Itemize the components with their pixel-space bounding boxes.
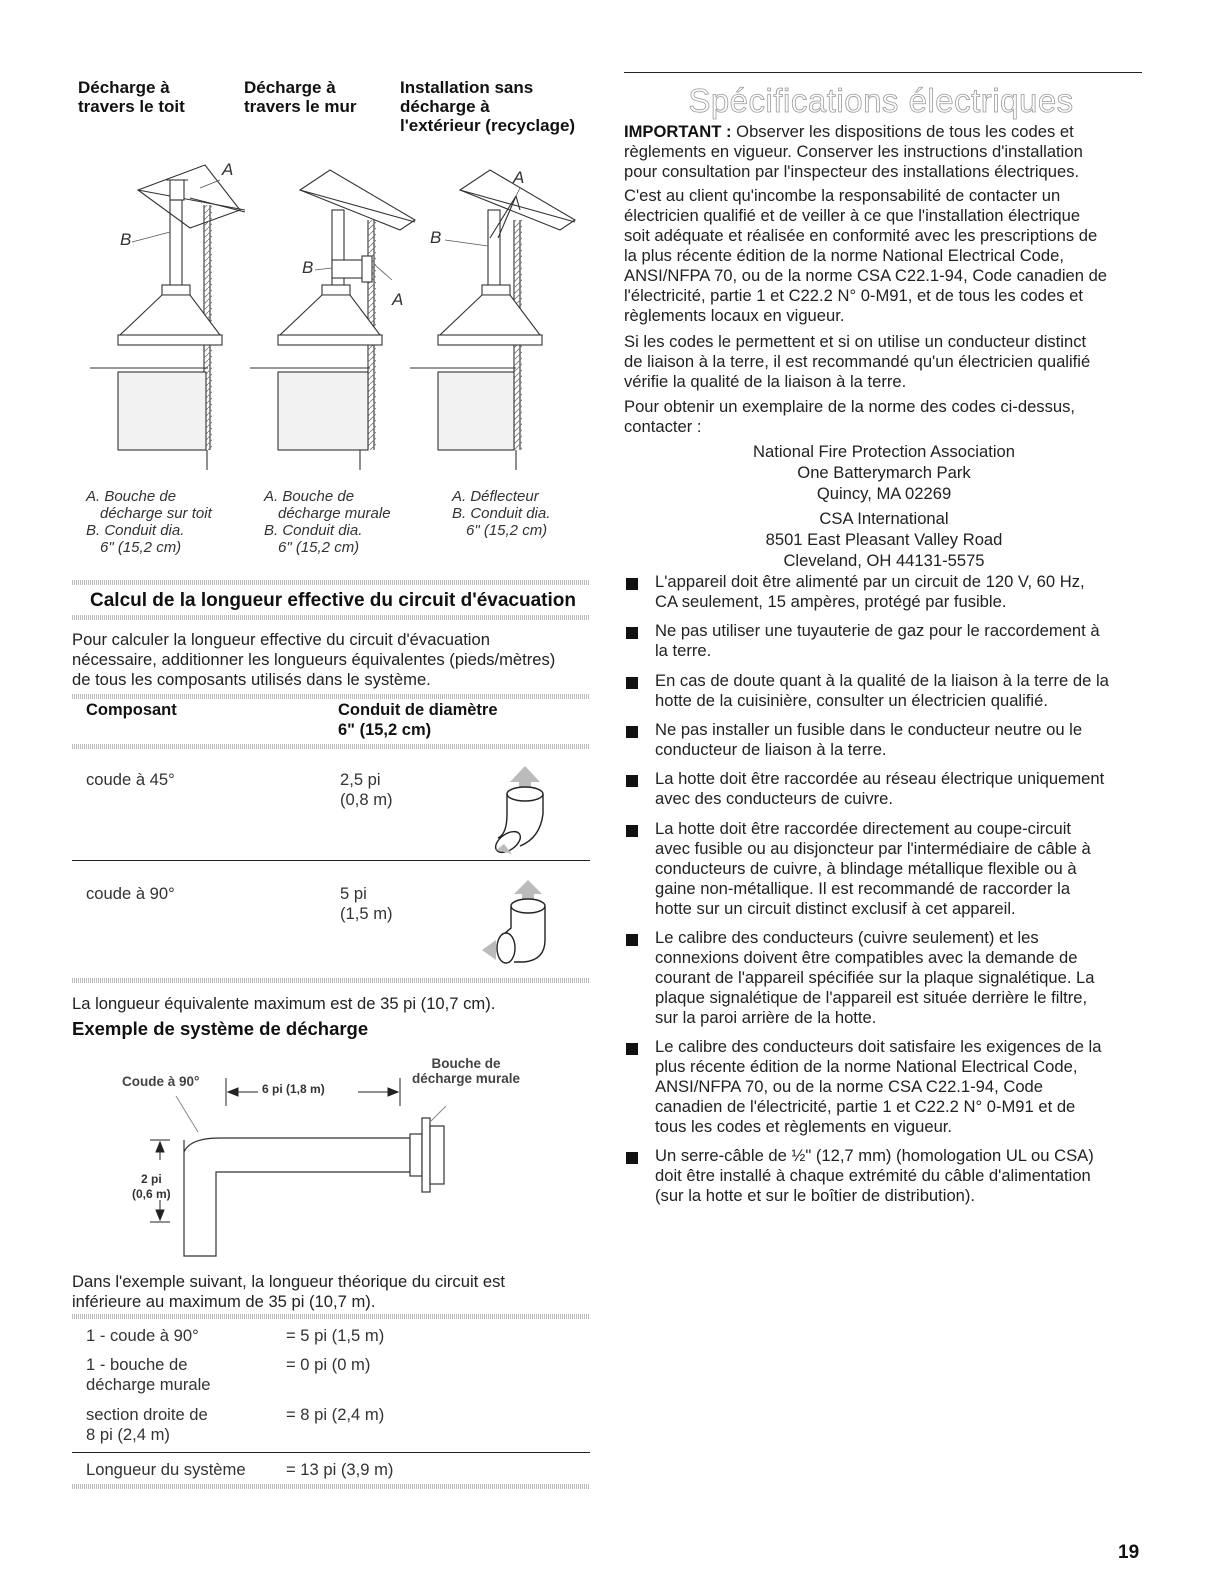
example-item-elbow: 1 - coude à 90°: [86, 1326, 199, 1345]
elbow-90-icon: [478, 878, 560, 970]
spec-top-rule: [624, 72, 1142, 73]
bullet-item: Un serre-câble de ½" (12,7 mm) (homologation UL ou CSA) doit être installé à chaque extrémité du câble d'alimentation (sur la hotte et sur le boîtier de distribution).: [655, 1146, 1094, 1205]
bullet-icon: [626, 775, 638, 787]
bullet-icon: [626, 627, 638, 639]
elbow-45-icon: [490, 764, 560, 856]
bullet-icon: [626, 825, 638, 837]
hood-installation-diagrams: [70, 150, 610, 480]
bullet-item: Ne pas utiliser une tuyauterie de gaz pour le raccordement à la terre.: [655, 621, 1100, 660]
bullet-item: En cas de doute quant à la qualité de la liaison à la terre de la hotte de la cuisinière, consulter un électricien qualifié.: [655, 671, 1109, 710]
example-item-straight: section droite de 8 pi (2,4 m): [86, 1405, 208, 1444]
bullet-icon: [626, 934, 638, 946]
col-header-component: Composant: [86, 701, 177, 719]
table-header-rule: [72, 744, 590, 749]
section-divider: [72, 580, 590, 585]
bullet-item: La hotte doit être raccordée au réseau électrique uniquement avec des conducteurs de cuivre.: [655, 769, 1105, 808]
contact-paragraph: Pour obtenir un exemplaire de la norme des codes ci-dessus, contacter :: [624, 397, 1076, 436]
recirc-caption: A. Déflecteur B. Conduit dia. 6" (15,2 cm): [452, 488, 551, 539]
bullet-item: Le calibre des conducteurs doit satisfaire les exigences de la plus récente édition de la norme National Electrical Code, ANSI/NFPA 70, ou de la norme CSA C22.1-94, Code canadien de l'électricité, partie 1 et C22.2 N° 0-M91 et de tous les codes et règlements en vigueur.: [655, 1037, 1102, 1136]
example-item-cap: 1 - bouche de décharge murale: [86, 1355, 211, 1394]
example-total-rule: [72, 1452, 590, 1453]
example-title: Exemple de système de décharge: [72, 1018, 369, 1039]
col-header-diameter: Conduit de diamètre 6" (15,2 cm): [338, 701, 498, 739]
row-45-component: coude à 45°: [86, 770, 175, 789]
bullet-icon: [626, 1043, 638, 1055]
calc-section-title: Calcul de la longueur effective du circuit d'évacuation: [90, 590, 576, 611]
roof-label-b: B: [120, 230, 132, 249]
important-paragraph: IMPORTANT : Observer les dispositions de tous les codes et règlements en vigueur. Conserver les instructions d'installation pour consultation par l'inspecteur des installations électriques.: [624, 122, 1083, 181]
table-top-rule: [72, 694, 590, 699]
calc-intro: Pour calculer la longueur effective du circuit d'évacuation nécessaire, additionner les longueurs équivalentes (pieds/mètres) de tous les composants utilisés dans le système.: [72, 630, 556, 689]
row-90-component: coude à 90°: [86, 884, 175, 903]
responsibility-paragraph: C'est au client qu'incombe la responsabilité de contacter un électricien qualifié et de veiller à ce que l'installation électrique soit adéquate et réalisée en conformité avec les prescriptions de la plus récente édition de la norme National Electrical Code, ANSI/NFPA 70, ou de la norme CSA C22.1-94, Code canadien de l'électricité, partie 1 et C22.2 N° 0-M91, et de tous les codes et règlements locaux en vigueur.: [624, 186, 1108, 325]
example-total-value: = 13 pi (3,9 m): [286, 1460, 394, 1479]
diagram-heading-recirc: Installation sans décharge à l'extérieur (recyclage): [400, 78, 576, 135]
example-value-straight: = 8 pi (2,4 m): [286, 1405, 385, 1424]
diagram-heading-roof: Décharge à travers le toit: [78, 78, 185, 116]
example-label-vertical: 2 pi (0,6 m): [132, 1172, 171, 1201]
recirc-label-a: A: [513, 168, 525, 187]
spec-title: Spécifications électriques: [688, 82, 1074, 119]
bullet-item: Le calibre des conducteurs (cuivre seulement) et les connexions doivent être compatibles avec la demande de courant de l'appareil spécifiée sur la plaque signalétique. La plaque signalétique de l'appareil est située derrière le filtre, sur la paroi arrière de la hotte.: [655, 928, 1095, 1027]
contact-addresses: National Fire Protection Association One Batterymarch Park Quincy, MA 02269 CSA International 8501 East Pleasant Valley Road Cleveland, OH 44131-5575: [753, 442, 1015, 570]
example-label-run: 6 pi (1,8 m): [262, 1082, 325, 1096]
grounding-paragraph: Si les codes le permettent et si on utilise un conducteur distinct de liaison à la terre, il est recommandé qu'un électricien qualifié vérifie la qualité de la liaison à la terre.: [624, 332, 1091, 391]
row-45-value: 2,5 pi (0,8 m): [340, 770, 393, 809]
bullet-icon: [626, 1152, 638, 1164]
wall-caption: A. Bouche de décharge murale B. Conduit dia. 6" (15,2 cm): [264, 488, 391, 556]
example-bottom-rule: [72, 1484, 590, 1489]
table-bottom-rule: [72, 978, 590, 983]
row-divider: [72, 860, 590, 861]
wall-label-a: A: [392, 290, 404, 309]
bullet-icon: [626, 578, 638, 590]
diagram-heading-wall: Décharge à travers le mur: [244, 78, 357, 116]
max-length-note: La longueur équivalente maximum est de 35 pi (10,7 cm).: [72, 994, 496, 1013]
example-value-cap: = 0 pi (0 m): [286, 1355, 371, 1374]
roof-label-a: A: [222, 160, 234, 179]
section-divider: [72, 615, 590, 620]
example-label-elbow: Coude à 90°: [122, 1074, 200, 1089]
recirc-label-b: B: [430, 228, 442, 247]
recirc-diagram: [410, 170, 575, 470]
page-number: 19: [1118, 1542, 1140, 1563]
example-intro: Dans l'exemple suivant, la longueur théorique du circuit est inférieure au maximum de 35 pi (10,7 m).: [72, 1272, 506, 1311]
bullet-item: La hotte doit être raccordée directement au coupe-circuit avec fusible ou au disjoncteur par l'intermédiaire de câble à conducteurs de cuivre, à blindage métallique flexible ou à gaine non-métallique. Il est recommandé de raccorder la hotte sur un circuit distinct exclusif à cet appareil.: [655, 819, 1091, 918]
wall-label-b: B: [302, 258, 314, 277]
roof-vent-diagram: [90, 165, 245, 470]
bullet-item: Ne pas installer un fusible dans le conducteur neutre ou le conducteur de liaison à la terre.: [655, 720, 1083, 759]
wall-vent-diagram: [250, 170, 415, 470]
example-total-label: Longueur du système: [86, 1460, 246, 1479]
bullet-icon: [626, 726, 638, 738]
roof-caption: A. Bouche de décharge sur toit B. Conduit dia. 6" (15,2 cm): [86, 488, 212, 556]
example-label-cap: Bouche de décharge murale: [412, 1056, 521, 1086]
row-90-value: 5 pi (1,5 m): [340, 884, 393, 923]
example-top-rule: [72, 1314, 590, 1319]
bullet-item: L'appareil doit être alimenté par un circuit de 120 V, 60 Hz, CA seulement, 15 ampères, protégé par fusible.: [655, 572, 1085, 611]
bullet-icon: [626, 677, 638, 689]
example-value-elbow: = 5 pi (1,5 m): [286, 1326, 385, 1345]
